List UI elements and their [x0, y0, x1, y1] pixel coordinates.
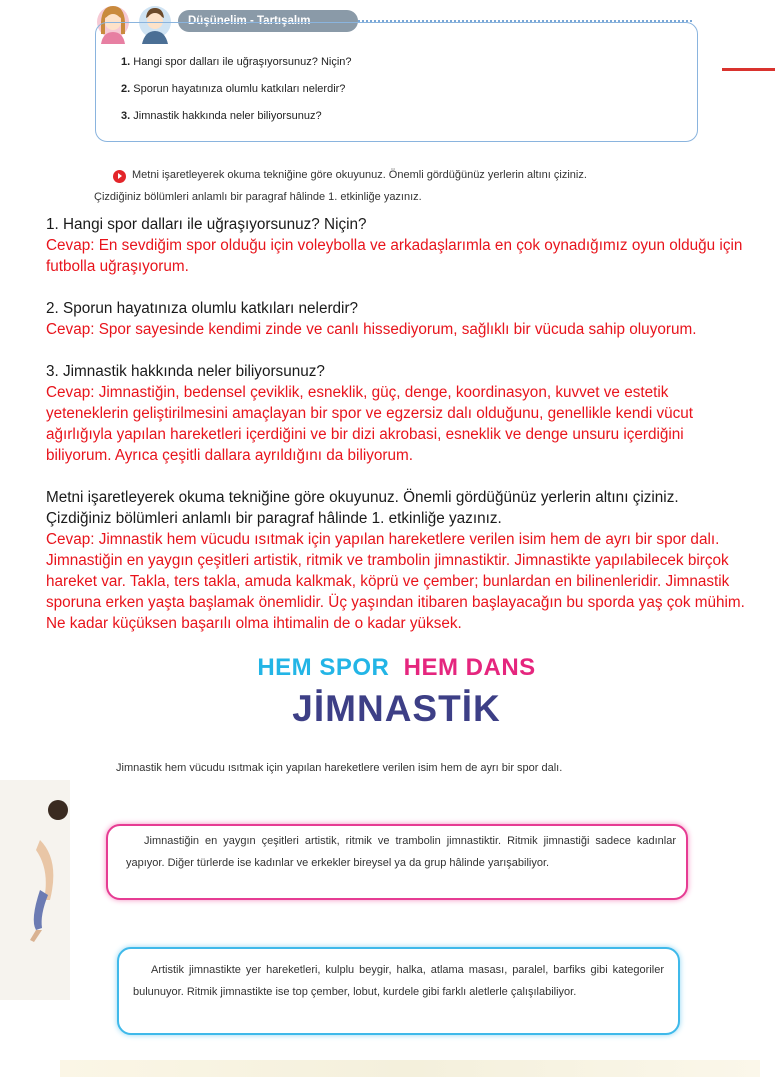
arrow-bullet-icon	[113, 170, 126, 183]
answer-block-1	[46, 214, 746, 277]
answer-text: Cevap: Jimnastiğin, bedensel çeviklik, esneklik, güç, denge, koordinasyon, kuvvet ve estetik yeteneklerin geliştirilmesini amaçlayan bir spor ve egzersiz dalı olduğunu, genellikle kendi vücut ağırlığıyla yapılan hareketleri içerdiğini ve bir dizi akrobasi, esneklik ve denge unsuru içerdiğini biliyorum. Ayrıca çeşitli dallara ayrıldığını da biliyorum.	[46, 384, 694, 464]
info-box-text: Jimnastiğin en yaygın çeşitleri artistik, ritmik ve trambolin jimnastiktir. Ritmik jimnastiği sadece kadınlar yapıyor. Diğer türlerde ise kadınlar ve erkekler bireysel ya da grup hâlinde yarışabiliyor.	[126, 835, 676, 869]
answer-block-4	[46, 487, 746, 634]
gymnast-figure-icon	[0, 780, 70, 1000]
headline-part-2: HEM DANS	[403, 654, 536, 681]
article-title: JİMNASTİK	[292, 688, 501, 729]
answer-text: Cevap: Jimnastik hem vücudu ısıtmak için yapılan hareketlere verilen isim hem de ayrı bir spor dalı. Jimnastiğin en yaygın çeşitleri artistik, ritmik ve trambolin jimnastiktir. Jimnastikte yapılabilecek birçok hareket var. Takla, ters takla, amuda kalkmak, köprü ve çember; bunlardan en bilinenleridir. Jimnastik sporuna erken yaşta başlamak önemlidir. Üç yaşından itibaren başlayacağın bu sporda yaş çok mühim. Ne kadar küçüksen başarılı olma ihtimalin de o kadar yüksek.	[46, 531, 745, 632]
headline-part-1: HEM SPOR	[257, 654, 390, 681]
question-number: 2.	[121, 83, 131, 95]
bottom-decoration	[60, 1060, 760, 1077]
info-box-text: Artistik jimnastikte yer hareketleri, kulplu beygir, halka, atlama masası, paralel, barfiks gibi kategoriler bulunuyor. Ritmik jimnastikte ise top çember, lobut, kurdele gibi farklı aletlerle çalışılabiliyor.	[133, 964, 664, 998]
instruction-line-2: Çizdiğiniz bölümleri anlamlı bir paragraf hâlinde 1. etkinliğe yazınız.	[94, 191, 422, 203]
answer-text: Cevap: Spor sayesinde kendimi zinde ve canlı hissediyorum, sağlıklı bir vücuda sahip oluyorum.	[46, 321, 697, 338]
question-number: 1.	[121, 56, 131, 68]
article-intro: Jimnastik hem vücudu ısıtmak için yapılan hareketlere verilen isim hem de ayrı bir spor dalı.	[116, 762, 563, 774]
questions-box	[95, 22, 698, 142]
question-number: 3.	[121, 110, 131, 122]
question-text: Sporun hayatınıza olumlu katkıları nelerdir?	[133, 83, 346, 95]
info-box-categories	[117, 947, 680, 1035]
answer-question: 2. Sporun hayatınıza olumlu katkıları nelerdir?	[46, 300, 359, 317]
answer-text: Cevap: En sevdiğim spor olduğu için voleybolla ve arkadaşlarımla en çok oynadığımız oyun olduğu için futbolla uğraşıyorum.	[46, 237, 743, 275]
question-text: Jimnastik hakkında neler biliyorsunuz?	[133, 110, 322, 122]
question-text: Hangi spor dalları ile uğraşıyorsunuz? Niçin?	[133, 56, 352, 68]
question-2	[121, 83, 345, 95]
article-headline	[0, 654, 775, 682]
answer-question: Metni işaretleyerek okuma tekniğine göre okuyunuz. Önemli gördüğünüz yerlerin altını çiziniz. Çizdiğiniz bölümleri anlamlı bir paragraf hâlinde 1. etkinliğe yazınız.	[46, 489, 679, 527]
answer-question: 3. Jimnastik hakkında neler biliyorsunuz?	[46, 363, 325, 380]
instruction-line-1: Metni işaretleyerek okuma tekniğine göre okuyunuz. Önemli gördüğünüz yerlerin altını çiziniz.	[132, 169, 587, 181]
answer-block-3	[46, 361, 746, 466]
question-3	[121, 110, 322, 122]
answer-block-2	[46, 298, 746, 340]
info-box-types	[106, 824, 688, 900]
question-1	[121, 56, 352, 68]
page-edge-marker	[722, 68, 775, 71]
answer-question: 1. Hangi spor dalları ile uğraşıyorsunuz? Niçin?	[46, 216, 367, 233]
discussion-title: Düşünelim - Tartışalım	[178, 10, 358, 32]
